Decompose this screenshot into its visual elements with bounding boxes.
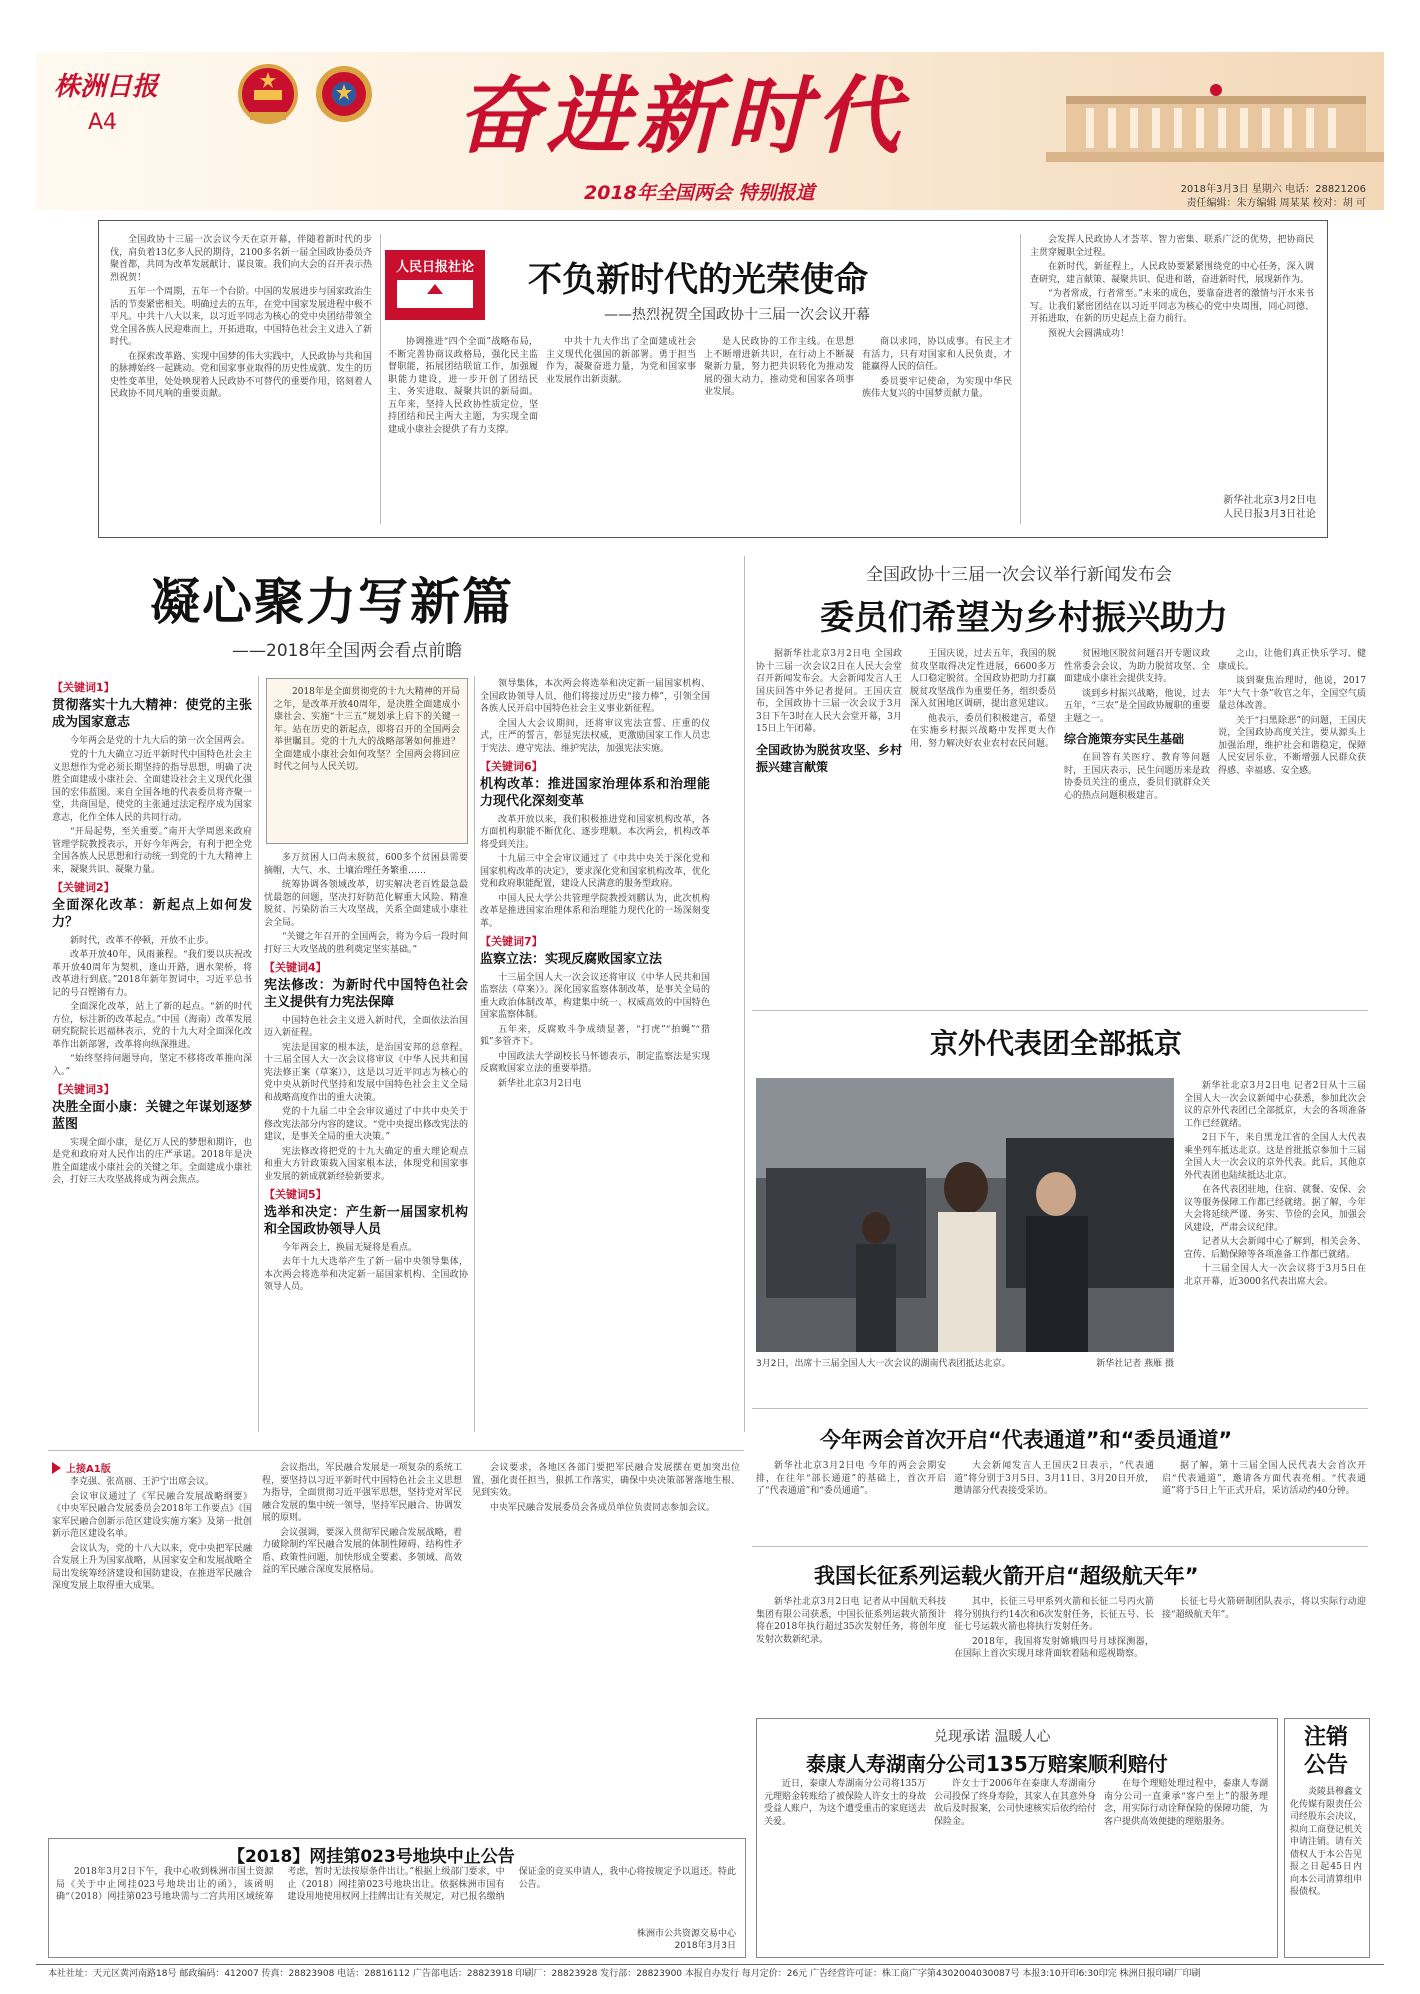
editorial-col-6: 会发挥人民政协人才荟萃、智力密集、联系广泛的优势，把协商民主贯穿履职全过程。 在新时代，新征程上，人民政协要紧紧围绕党的中心任务，深入调查研究，建言献策、凝聚共识、促进和谐，奋进新时代，展现新作为。 “为者常成，行者常至。”未来的成色，要靠奋进者的激情与汗水来书写。让我们紧密团结在以习近平同志为核心的党中央周围，同心同德、开拓进取，在新的历史起点上奋力前行。 预祝大会圆满成功！ bbox=[1030, 235, 1314, 339]
national-emblem-icon bbox=[236, 62, 300, 128]
rocket-col-2: 其中，长征三号甲系列火箭和长征二号丙火箭将分别执行约14次和6次发射任务，长征五号、长征七号运载火箭也将执行发射任务。 2018年，我国将发射嫦娥四号月球探测器，在国际上首次实现月球背面软着陆和巡视勘察。 bbox=[954, 1597, 1154, 1659]
editorial-subtitle: ——热烈祝贺全国政协十三届一次会议开幕 bbox=[604, 307, 870, 323]
editorial-badge: 人民日报社论 bbox=[385, 250, 485, 320]
land-notice-text: 2018年3月2日下午，我中心收到株洲市国土资源局《关于中止网挂023号地块出让的函》，该函明确“（2018）网挂第023号地块需与二宫共用区域统筹考虑，暂时无法按原条件出让。”根据上级部门要求，中止（2018）网挂第023号地块出让。依据株洲市国有建设用地使用权网上挂牌出让有关规定，对已报名缴纳保证金的竞买申请人，我中心将按规定予以退还。特此公告。 bbox=[56, 1867, 736, 1902]
continued-tag: 上接A1版 bbox=[66, 1464, 111, 1475]
editors-line: 责任编辑：朱方编辑 周某某 校对：胡 可 bbox=[1186, 198, 1366, 209]
lianghui-col-2: 多万贫困人口尚未脱贫，600多个贫困县需要摘帽，大气、水、土壤治理任务繁重…… 统筹协调各领域改革，切实解决老百姓最急最忧最怨的问题，坚决打好防范化解重大风险、精准脱贫、污染防治三大攻坚战，关系全面建成小康社会全局。 “关键之年召开的全国两会，将为今后一段时间打好三大攻坚战的胜利奠定坚实基础。” 【关键词4】 宪法修改：为新时代中国特色社会主义提供有力宪法保障 中国特色社会主义进入新时代，全面依法治国迈入新征程。 宪法是国家的根本法，是治国安邦的总章程。十三届全国人大一次会议将审议《中华人民共和国宪法修正案（草案）》，这是以习近平同志为核心的党中央从新时代坚持和发展中国特色社会主义全局和战略高度作出的重大决策。 党的十九届二中全会审议通过了中共中央关于修改宪法部分内容的建议。“党中央提出修改宪法的建议，是事关全局的重大决策。” 宪法修改将把党的十九大确定的重大理论观点和重大方针政策载入国家根本法，体现党和国家事业发展的新成就新经验新要求。 【关键词5】 选举和决定：产生新一届国家机构和全国政协领导人员 今年两会上，换届无疑将是看点。 去年十九大选举产生了新一届中央领导集体，本次两会将选举和决定新一届国家机构、全国政协领导人员。 bbox=[264, 853, 468, 1292]
editorial-col-2: 协调推进“四个全面”战略布局，不断完善协商议政格局，强化民主监督职能，拓展团结联谊工作，加强履职能力建设，进一步开创了团结民主、务实进取、凝聚共识的新局面。五年来，坚持人民政协性质定位，坚持团结和民主两大主题，为实现全面建成小康社会提供了有力支撑。 bbox=[388, 337, 538, 435]
masthead bbox=[36, 52, 1384, 210]
cppcc-col-2: 王国庆说，过去五年，我国的脱贫攻坚取得决定性进展，6600多万人口稳定脱贫。全国政协把助力打赢脱贫攻坚战作为重要任务，组织委员深入贫困地区调研，提出意见建议。 他表示，委员们积极建言，希望在实施乡村振兴战略中发挥更大作用，努力解决好农业农村农民问题。 bbox=[910, 649, 1056, 749]
editorial-col-1: 全国政协十三届一次会议今天在京开幕，伴随着新时代的步伐，肩负着13亿多人民的期待，2100多名新一届全国政协委员齐聚首都，共同为改革发展献计、谋良策。我们向大会的召开表示热烈祝贺！ 五年一个周期，五年一个台阶。中国的发展进步与国家政治生活的节奏紧密相关。明确过去的五年，在党中国家发展进程中极不平凡。中共十八大以来，以习近平同志为核心的党中央团结带领全党全国各族人民迎难而上，开拓进取，中国特色社会主义进入了新时代。 在探索改革路、实现中国梦的伟大实践中，人民政协与共和国的脉搏始终一起跳动。党和国家事业取得的历史性成就、发生的历史性变革里，处处映现着人民政协不可替代的重要作用，铭刻着人民政协不同凡响的重要贡献。 bbox=[110, 235, 372, 399]
rocket-col-3: 长征七号火箭研制团队表示，将以实际行动迎接“超级航天年”。 bbox=[1162, 1597, 1366, 1620]
great-hall-illustration bbox=[1046, 82, 1384, 162]
lianghui-title: 凝心聚力写新篇 bbox=[150, 573, 514, 631]
rocket-col-1: 新华社北京3月2日电 记者从中国航天科技集团有限公司获悉，中国长征系列运载火箭预计将在2018年执行超过35次发射任务，将创年度发射次数新纪录。 bbox=[756, 1597, 946, 1645]
continued-col-1: 李克强、张高丽、王沪宁出席会议。 会议审议通过了《军民融合发展战略纲要》《中央军民融合发展委员会2018年工作要点》《国家军民融合创新示范区建设实施方案》及第一批创新示范区建设名单。 会议认为，党的十八大以来，党中央把军民融合发展上升为国家战略，从国家安全和发展战略全局出发统筹经济建设和国防建设，在推进军民融合深度发展上取得重大成果。 bbox=[52, 1477, 252, 1591]
continued-col-3: 会议要求，各地区各部门要把军民融合发展摆在更加突出位置，强化责任担当，狠抓工作落实，确保中央决策部署落地生根、见到实效。 中央军民融合发展委员会各成员单位负责同志参加会议。 bbox=[472, 1463, 740, 1513]
divider bbox=[752, 1408, 1368, 1409]
cppcc-title: 委员们希望为乡村振兴助力 bbox=[820, 598, 1228, 638]
lianghui-subtitle: ——2018年全国两会看点前瞻 bbox=[232, 641, 463, 661]
lianghui-col-3: 领导集体，本次两会将选举和决定新一届国家机构、全国政协领导人员，他们将接过历史“接力棒”，引领全国各族人民开启中国特色社会主义事业新征程。 全国人大会议期间，还将审议宪法宣誓、庄重的仪式，庄严的誓言，彰显宪法权威，更激励国家工作人员忠于宪法、遵守宪法、维护宪法，加强宪法实施。 【关键词6】 机构改革：推进国家治理体系和治理能力现代化深刻变革 改革开放以来，我们积极推进党和国家机构改革，各方面机构职能不断优化、逐步理顺。本次两会，机构改革将受到关注。 十九届三中全会审议通过了《中共中央关于深化党和国家机构改革的决定》，要求深化党和国家机构改革，优化党和政府职能配置，建设人民满意的服务型政府。 中国人民大学公共管理学院教授刘鹏认为，此次机构改革是推进国家治理体系和治理能力现代化的一场深刻变革。 【关键词7】 监察立法：实现反腐败国家立法 十三届全国人大一次会议还将审议《中华人民共和国监察法（草案）》。深化国家监察体制改革，是事关全局的重大政治体制改革，构建集中统一、权威高效的中国特色国家监察体制。 五年来，反腐败斗争成绩显著，“打虎”“拍蝇”“猎狐”多管齐下。 中国政法大学副校长马怀德表示，制定监察法是实现反腐败国家立法的重要举措。 新华社北京3月2日电 bbox=[480, 679, 710, 1089]
editorial-col-5: 商以求同，协以成事。有民主才有活力，只有对国家和人民负责，才能赢得人民的信任。 委员要牢记使命，为实现中华民族伟大复兴的中国梦贡献力量。 bbox=[862, 337, 1012, 399]
page-number: A4 bbox=[88, 110, 118, 135]
divider bbox=[258, 676, 259, 1432]
editorial-source: 新华社北京3月2日电 人民日报3月3日社论 bbox=[1223, 495, 1316, 520]
editorial-col-4: 是人民政协的工作主线。在思想上不断增进新共识，在行动上不断凝聚新力量，努力把共识转化为推动发展的强大动力，推动党和国家各项事业发展。 bbox=[704, 337, 854, 397]
cppcc-col-4: 之山，让他们真正快乐学习、健康成长。 谈到聚焦治理时，他说，2017年“大气十条”收官之年，全国空气质量总体改善。 关于“扫黑除恶”的问题，王国庆说，全国政协高度关注，要从源头上加强治理，维护社会和谐稳定，保障人民安居乐业，不断增强人民群众获得感、幸福感、安全感。 bbox=[1218, 649, 1366, 776]
editorial-col-3: 中共十九大作出了全面建成社会主义现代化强国的新部署。勇于担当作为，凝聚奋进力量，为党和国家事业发展作出新贡献。 bbox=[546, 337, 696, 385]
divider bbox=[48, 1450, 744, 1451]
rocket-title: 我国长征系列运载火箭开启“超级航天年” bbox=[814, 1564, 1199, 1588]
banner-title: 奋进新时代 bbox=[456, 66, 907, 165]
cppcc-col-1: 据新华社北京3月2日电 全国政协十三届一次会议2日在人民大会堂召开新闻发布会。大会新闻发言人王国庆回答中外记者提问。王国庆宣布，全国政协十三届一次会议于3月3日下午3时在人民大会堂开幕，3月15日上午闭幕。 全国政协为脱贫攻坚、乡村振兴建言献策 bbox=[756, 649, 902, 774]
divider bbox=[380, 234, 381, 524]
banner-subtitle: 2018年全国两会 特别报道 bbox=[584, 182, 815, 204]
divider bbox=[752, 1010, 1368, 1011]
cancel-notice-text: 炎陵县穆鑫文化传媒有限责任公司经股东会决议，拟向工商登记机关申请注销。请有关债权人于本公告见报之日起45日内向本公司清算组申报债权。 bbox=[1290, 1787, 1362, 1897]
taikang-kicker: 兑现承诺 温暖人心 bbox=[934, 1729, 1051, 1745]
channels-col-3: 据了解，第十三届全国人民代表大会首次开启“代表通道”，邀请各方面代表亮相。“代表通道”将于5日上午正式开启，采访活动约40分钟。 bbox=[1162, 1461, 1366, 1496]
taikang-col-3: 在每个理赔处理过程中，泰康人寿湖南分公司一直秉承“客户至上”的服务理念，用实际行动诠释保险的保障功能，为客户提供高效便捷的理赔服务。 bbox=[1104, 1779, 1268, 1827]
taikang-title: 泰康人寿湖南分公司135万赔案顺利赔付 bbox=[806, 1752, 1168, 1776]
channels-title: 今年两会首次开启“代表通道”和“委员通道” bbox=[820, 1428, 1233, 1452]
channels-col-2: 大会新闻发言人王国庆2日表示，“代表通道”将分别于3月5日、3月11日、3月20日开放，邀请部分代表接受采访。 bbox=[954, 1461, 1154, 1496]
delegation-photo bbox=[756, 1078, 1174, 1352]
channels-col-1: 新华社北京3月2日电 今年的两会会期安排，在往年“部长通道”的基础上，首次开启了“代表通道”和“委员通道”。 bbox=[756, 1461, 946, 1496]
cppcc-emblem-icon bbox=[312, 62, 376, 128]
divider bbox=[752, 1546, 1368, 1547]
continued-col-2: 会议指出，军民融合发展是一项复杂的系统工程，要坚持以习近平新时代中国特色社会主义思想为指导，全面贯彻习近平强军思想，坚持党对军民融合发展的集中统一领导，坚持军民融合、协调发展的原则。 会议强调，要深入贯彻军民融合发展战略，着力破除制约军民融合发展的体制性障碍、结构性矛盾、政策性问题，加快形成全要素、多领域、高效益的军民融合深度发展格局。 bbox=[262, 1463, 462, 1575]
delegation-caption: 3月2日，出席十三届全国人大一次会议的湖南代表团抵达北京。 新华社记者 燕雁 摄 bbox=[756, 1359, 1174, 1369]
paper-logo: 株洲日报 bbox=[54, 72, 159, 102]
cancel-notice-title: 注销公告 bbox=[1303, 1725, 1348, 1778]
lianghui-col-1: 【关键词1】 贯彻落实十九大精神：使党的主张成为国家意志 今年两会是党的十九大后的第一次全国两会。 党的十九大确立习近平新时代中国特色社会主义思想作为党必须长期坚持的指导思想，明确了决胜全面建成小康社会、全面建设社会主义现代化强国的宏伟蓝图。来自全国各地的代表委员将齐聚一堂，共商国是，使党的主张通过法定程序成为国家意志，化作全体人民的共同行动。 “开局起势，至关重要。”南开大学周恩来政府管理学院教授表示，开好今年两会，有利于把全党全国各族人民思想和行动统一到党的十九大精神上来，凝聚共识、凝聚力量。 【关键词2】 全面深化改革：新起点上如何发力？ 新时代，改革不停顿，开放不止步。 改革开放40年，风雨兼程。“我们要以庆祝改革开放40周年为契机，逢山开路，遇水架桥，将改革进行到底。”2018年新年贺词中，习近平总书记的号召铿锵有力。 全面深化改革，站上了新的起点。“新的时代方位，标注新的改革起点。”中国（海南）改革发展研究院院长迟福林表示，党的十九大对全面深化改革作出新部署，改革将向纵深推进。 “始终坚持问题导向，坚定不移将改革推向深入。” 【关键词3】 决胜全面小康：关键之年谋划逐梦蓝图 实现全面小康，是亿万人民的梦想和期许，也是党和政府对人民作出的庄严承诺。2018年是决胜全面建成小康社会的关键之年。全面建成小康社会，打好三大攻坚战将成为两会焦点。 bbox=[52, 681, 252, 1185]
divider bbox=[474, 676, 475, 1432]
divider bbox=[744, 556, 745, 1432]
date-line: 2018年3月3日 星期六 电话：28821206 bbox=[1180, 184, 1366, 195]
cppcc-kicker: 全国政协十三届一次会议举行新闻发布会 bbox=[866, 565, 1172, 585]
divider bbox=[1020, 234, 1021, 524]
footer-info: 本社社址：天元区黄河南路18号 邮政编码：412007 传真：28823908 电话：28816112 广告部电话：28823918 印刷厂：28823928 发行部：28823900 本报自办发行 每月定价：26元 广告经营许可证：株工商广字第4302004030087号 本报3:10开印6:30印完 株洲日报印刷厂印刷 bbox=[48, 1969, 1201, 1979]
delegation-text: 新华社北京3月2日电 记者2日从十三届全国人大一次会议新闻中心获悉，参加此次会议的京外代表团已全部抵京，大会的各项准备工作已经就绪。 2日下午，来自黑龙江省的全国人大代表乘坐列车抵达北京。这是首批抵京参加十三届全国人大一次会议的京外代表。此后，其他京外代表团也陆续抵达北京。 在各代表团驻地，住宿、就餐、安保、会议等服务保障工作都已经就绪。据了解，今年大会将延续严谨、务实、节俭的会风，加强会风建设，严肃会议纪律。 记者从大会新闻中心了解到，相关会务、宣传、后勤保障等各项准备工作都已就绪。 十三届全国人大一次会议将于3月5日在北京开幕，近3000名代表出席大会。 bbox=[1184, 1081, 1366, 1287]
land-notice-title: 【2018】网挂第023号地块中止公告 bbox=[228, 1847, 515, 1867]
lianghui-intro: 2018年是全面贯彻党的十九大精神的开局之年，是改革开放40周年，是决胜全面建成小康社会、实施“十三五”规划承上启下的关键一年。站在历史的新起点，即将召开的全国两会举世瞩目。党的十九大的战略部署如何推进？全面建成小康社会如何攻坚？全国两会将回应时代之问与人民关切。 bbox=[274, 687, 460, 772]
taikang-col-1: 近日，泰康人寿湖南分公司将135万元理赔金转账给了被保险人许女士的身故受益人账户，为这个遭受重击的家庭送去关爱。 bbox=[764, 1779, 926, 1827]
editorial-title: 不负新时代的光荣使命 bbox=[528, 260, 868, 300]
delegation-title: 京外代表团全部抵京 bbox=[930, 1027, 1183, 1060]
cppcc-col-3: 贫困地区脱贫问题召开专题议政性常委会会议，为助力脱贫攻坚、全面建成小康社会提供支持。 谈到乡村振兴战略，他说，过去五年，“三农”是全国政协履职的重要主题之一。 综合施策夯实民生基础 在回答有关医疗、教育等问题时，王国庆表示，民生问题历来是政协委员关注的重点，委员们就群众关心的热点问题积极建言。 bbox=[1064, 649, 1210, 801]
footer-rule bbox=[36, 1964, 1384, 1965]
land-notice-signer: 株洲市公共资源交易中心 2018年3月3日 bbox=[636, 1929, 736, 1951]
taikang-col-2: 许女士于2006年在泰康人寿湖南分公司投保了终身寿险，其家人在其意外身故后及时报案，公司快速核实后依约给付保险金。 bbox=[934, 1779, 1096, 1827]
continued-arrow-icon bbox=[52, 1462, 61, 1474]
